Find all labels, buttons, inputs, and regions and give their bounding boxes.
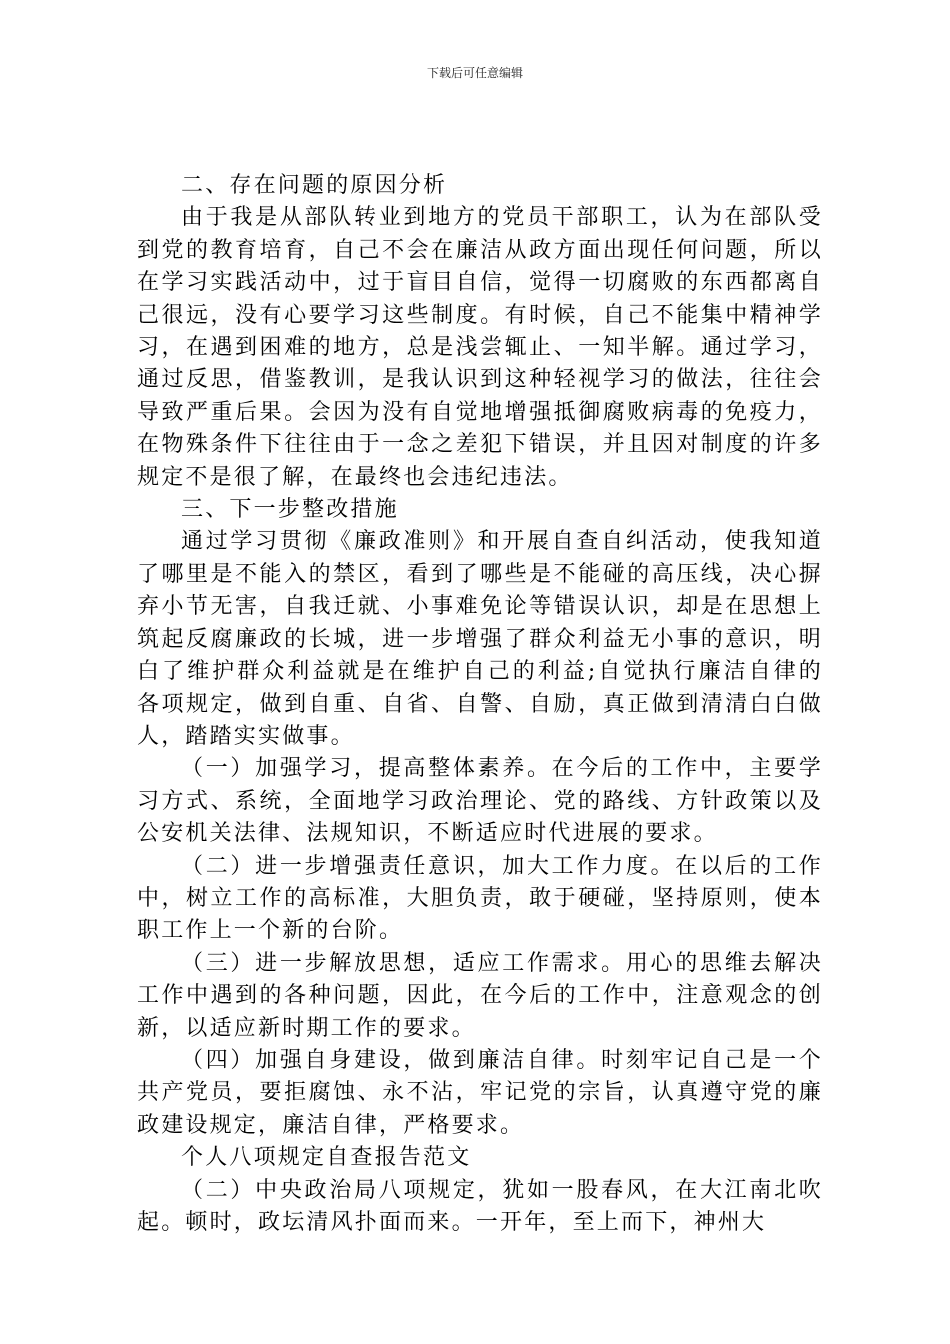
section-heading-sample-report: 个人八项规定自查报告范文 xyxy=(181,1145,472,1171)
document-body xyxy=(137,170,823,1239)
paragraph-sample-report: （二）中央政治局八项规定，犹如一股春风，在大江南北吹起。顿时，政坛清风扑面而来。一开年，至上而下，神州大 xyxy=(137,1177,823,1235)
section-heading-cause-analysis: 二、存在问题的原因分析 xyxy=(181,173,448,198)
paragraph-cause-analysis: 由于我是从部队转业到地方的党员干部职工，认为在部队受到党的教育培育，自己不会在廉洁从政方面出现任何问题，所以在学习实践活动中，过于盲目自信，觉得一切腐败的东西都离自己很远，没有心要学习这些制度。有时候，自己不能集中精神学习，在遇到困难的地方，总是浅尝辄止、一知半解。通过学习，通过反思，借鉴教训，是我认识到这种轻视学习的做法，往往会导致严重后果。会因为没有自觉地增强抵御腐败病毒的免疫力，在物殊条件下往往由于一念之差犯下错误，并且因对制度的许多规定不是很了解，在最终也会违纪违法。 xyxy=(137,205,823,490)
paragraph-next-steps-intro: 通过学习贯彻《廉政准则》和开展自查自纠活动，使我知道了哪里是不能入的禁区，看到了哪些是不能碰的高压线，决心摒弃小节无害，自我迁就、小事难免论等错误认识，却是在思想上筑起反腐廉政的长城，进一步增强了群众利益无小事的意识，明白了维护群众利益就是在维护自己的利益;自觉执行廉洁自律的各项规定，做到自重、自省、自警、自励，真正做到清清白白做人，踏踏实实做事。 xyxy=(137,529,823,749)
paragraph-measure-4: （四）加强自身建设，做到廉洁自律。时刻牢记自己是一个共产党员，要拒腐蚀、永不沾，牢记党的宗旨，认真遵守党的廉政建设规定，廉洁自律，严格要求。 xyxy=(137,1047,823,1138)
paragraph-measure-2: （二）进一步增强责任意识，加大工作力度。在以后的工作中，树立工作的高标准，大胆负责，敢于硬碰，坚持原则，使本职工作上一个新的台阶。 xyxy=(137,853,823,944)
paragraph-measure-1: （一）加强学习，提高整体素养。在今后的工作中，主要学习方式、系统，全面地学习政治理论、党的路线、方针政策以及公安机关法律、法规知识，不断适应时代进展的要求。 xyxy=(137,756,823,847)
page-header: 下载后可任意编辑 xyxy=(426,66,523,80)
paragraph-measure-3: （三）进一步解放思想，适应工作需求。用心的思维去解决工作中遇到的各种问题，因此，在今后的工作中，注意观念的创新，以适应新时期工作的要求。 xyxy=(137,950,823,1041)
section-heading-next-steps: 三、下一步整改措施 xyxy=(181,497,399,523)
